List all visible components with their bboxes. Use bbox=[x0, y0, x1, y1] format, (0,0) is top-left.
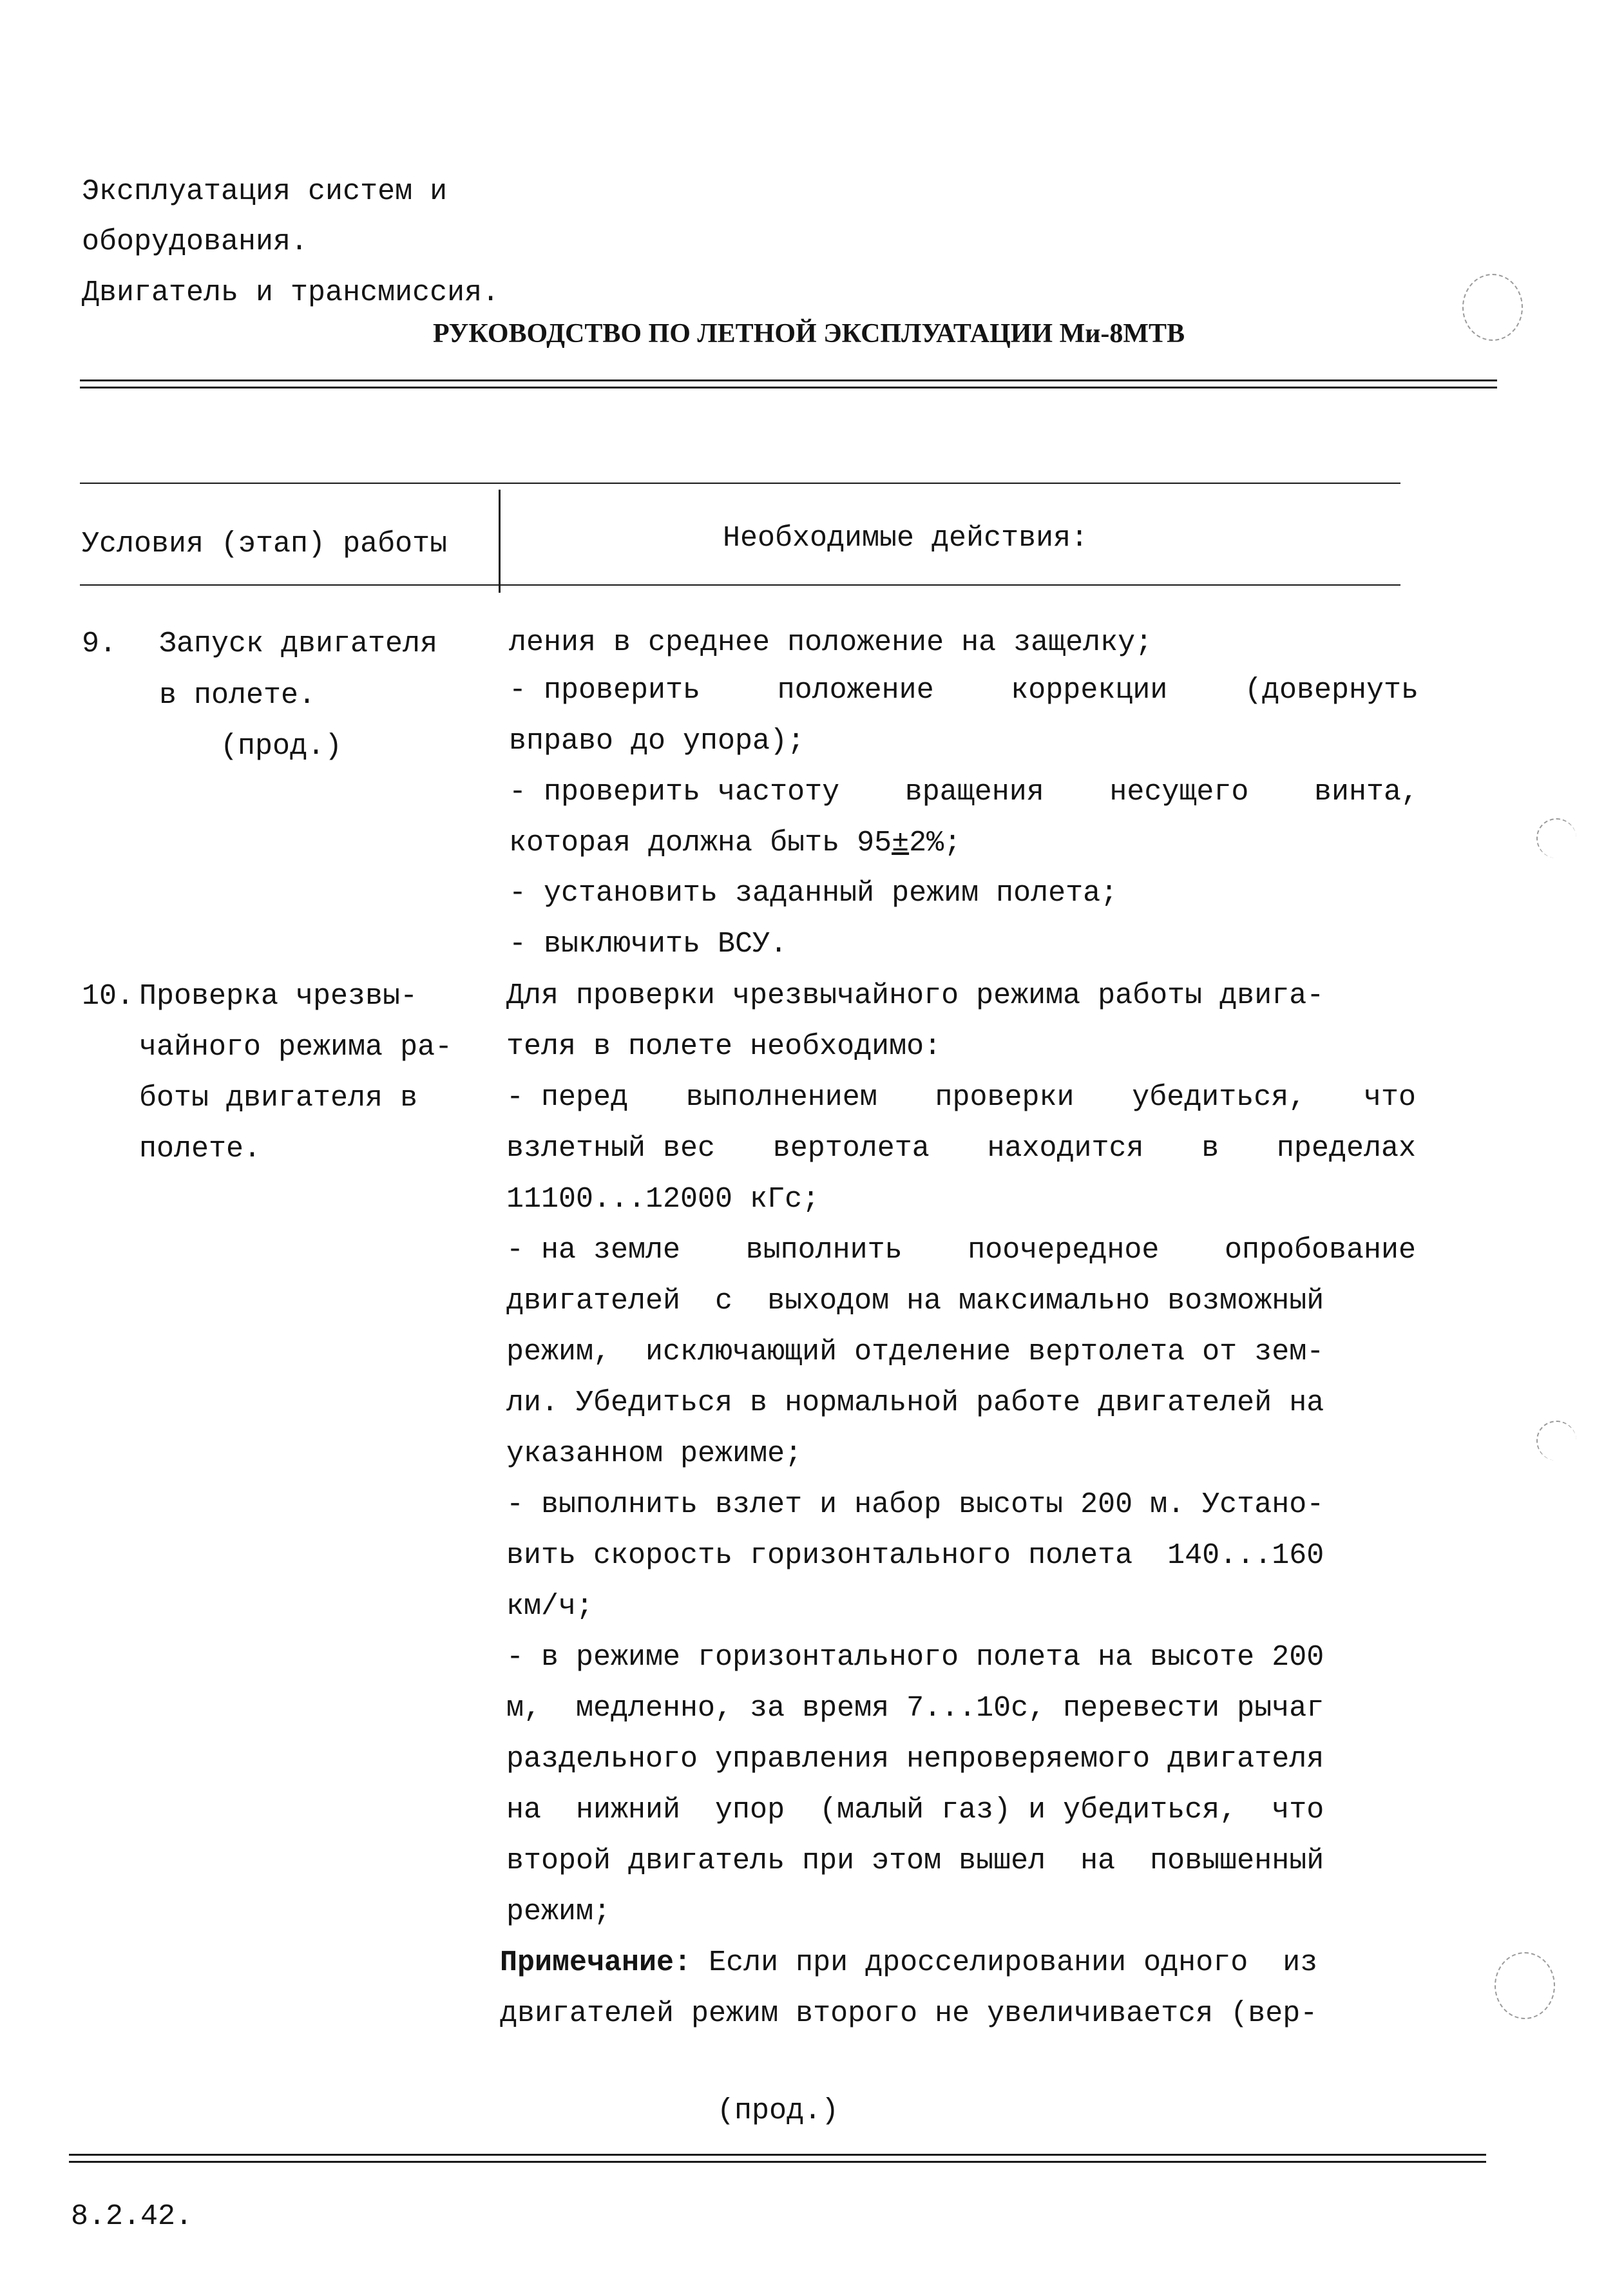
item-10-action-line: Для проверки чрезвычайного режима работы двига- bbox=[506, 979, 1324, 1012]
item-9-condition-3: (прод.) bbox=[220, 730, 343, 763]
item-9-condition-2: в полете. bbox=[159, 679, 316, 712]
item-10-action-line: второй двигатель при этом вышел на повышенный bbox=[506, 1845, 1324, 1877]
item-10-action-line: км/ч; bbox=[506, 1590, 594, 1623]
header-rule-top bbox=[80, 379, 1497, 381]
section-line-3: Двигатель и трансмиссия. bbox=[82, 276, 500, 309]
item-10-action-line: теля в полете необходимо: bbox=[506, 1030, 942, 1063]
footer-rule-bottom bbox=[69, 2161, 1486, 2163]
item-9-action-line: - проверить частоту вращения несущего винта, bbox=[509, 776, 1419, 809]
punch-hole-3 bbox=[1536, 1421, 1576, 1461]
item-10-action-line: - перед выполнением проверки убедиться, что bbox=[506, 1081, 1416, 1114]
item-10-action-line: 11100...12000 кГс; bbox=[506, 1183, 820, 1216]
page-number: 8.2.42. bbox=[71, 2200, 193, 2233]
item-10-number: 10. bbox=[82, 980, 135, 1013]
continued-label: (прод.) bbox=[717, 2095, 839, 2127]
item-10-action-line: м, медленно, за время 7...10с, перевести рычаг bbox=[506, 1692, 1324, 1725]
item-9-number: 9. bbox=[82, 628, 117, 660]
section-line-1: Эксплуатация систем и bbox=[82, 175, 448, 208]
item-10-condition-4: полете. bbox=[139, 1133, 262, 1165]
item-9-action-line: ления в среднее положение на защелку; bbox=[509, 626, 1153, 659]
column-header-actions: Необходимые действия: bbox=[723, 522, 1089, 555]
item-10-condition-3: боты двигателя в bbox=[139, 1082, 418, 1115]
punch-hole-4 bbox=[1495, 1952, 1555, 2019]
item-10-action-line: взлетный вес вертолета находится в пределах bbox=[506, 1132, 1416, 1165]
table-header-bottom-line bbox=[80, 584, 1400, 586]
note-text: Если при дросселировании одного из bbox=[691, 1946, 1318, 1979]
punch-hole-2 bbox=[1536, 818, 1576, 858]
item-9-rpm-line: которая должна быть 95±2%; bbox=[509, 827, 962, 859]
punch-hole-1 bbox=[1462, 274, 1523, 341]
item-10-condition-2: чайного режима ра- bbox=[139, 1031, 453, 1064]
item-9-action-line: - выключить ВСУ. bbox=[509, 928, 788, 961]
note-label: Примечание: bbox=[500, 1946, 692, 1979]
manual-title: РУКОВОДСТВО ПО ЛЕТНОЙ ЭКСПЛУАТАЦИИ Ми-8МТВ bbox=[433, 319, 1185, 349]
column-header-conditions: Условия (этап) работы bbox=[82, 528, 448, 561]
item-10-action-line: двигателей режим второго не увеличивается (вер- bbox=[500, 1997, 1318, 2030]
item-10-action-line: указанном режиме; bbox=[506, 1437, 803, 1470]
item-10-note-line bbox=[500, 1948, 1317, 1977]
item-10-action-line: режим, исключающий отделение вертолета от зем- bbox=[506, 1336, 1324, 1368]
item-10-action-line: на нижний упор (малый газ) и убедиться, что bbox=[506, 1794, 1324, 1827]
item-10-action-line: - на земле выполнить поочередное опробование bbox=[506, 1234, 1416, 1267]
table-header-top-line bbox=[80, 483, 1400, 484]
item-10-condition-1: Проверка чрезвы- bbox=[139, 980, 418, 1013]
item-10-action-line: режим; bbox=[506, 1895, 611, 1928]
item-10-action-line: вить скорость горизонтального полета 140...160 bbox=[506, 1539, 1324, 1572]
item-10-action-line: ли. Убедиться в нормальной работе двигателей на bbox=[506, 1386, 1324, 1419]
item-9-action-line: - проверить положение коррекции (довернуть bbox=[509, 674, 1419, 707]
item-9-action-line: - установить заданный режим полета; bbox=[509, 877, 1118, 910]
column-divider bbox=[499, 490, 501, 593]
header-rule-bottom bbox=[80, 387, 1497, 388]
section-line-2: оборудования. bbox=[82, 225, 309, 258]
item-10-action-line: раздельного управления непроверяемого двигателя bbox=[506, 1743, 1324, 1776]
item-10-action-line: двигателей с выходом на максимально возможный bbox=[506, 1285, 1324, 1318]
item-9-action-line: вправо до упора); bbox=[509, 725, 805, 758]
item-9-condition-1: Запуск двигателя bbox=[159, 628, 438, 660]
footer-rule-top bbox=[69, 2154, 1486, 2156]
item-10-action-line: - выполнить взлет и набор высоты 200 м. Устано- bbox=[506, 1488, 1324, 1521]
item-10-action-line: - в режиме горизонтального полета на высоте 200 bbox=[506, 1641, 1324, 1674]
